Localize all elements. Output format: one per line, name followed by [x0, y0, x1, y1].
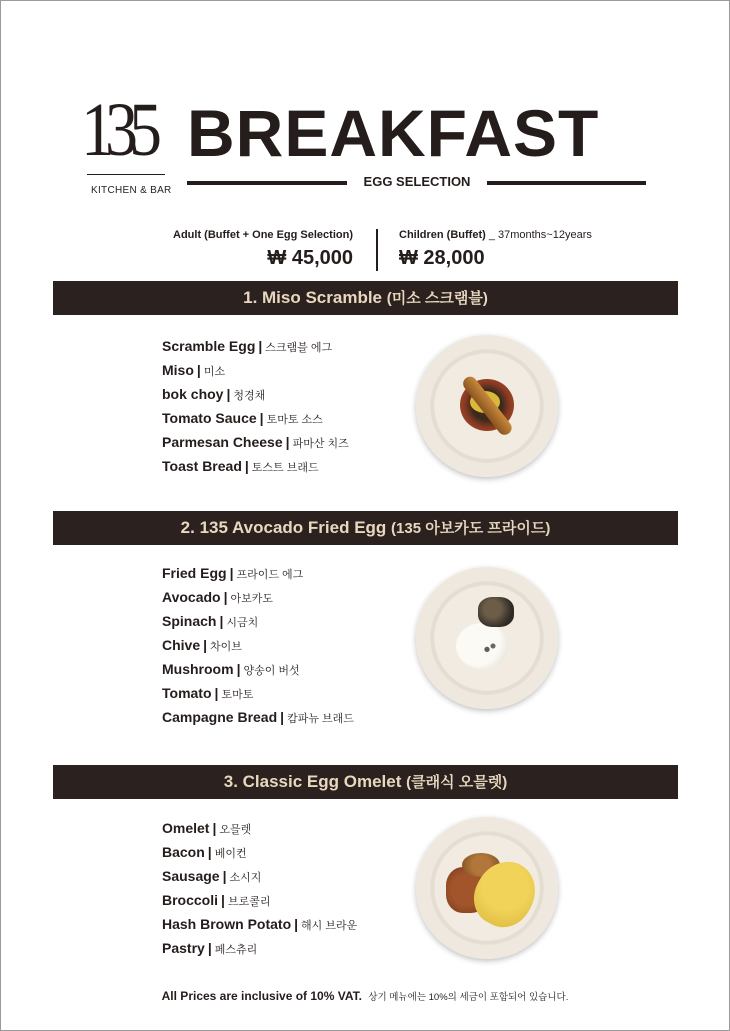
children-price	[399, 229, 592, 270]
list-item	[162, 706, 354, 730]
item-name-kr: 토마토 소스	[266, 414, 323, 426]
section-2-items	[162, 562, 354, 730]
page-subtitle: EGG SELECTION	[363, 174, 471, 189]
list-item	[162, 889, 357, 913]
item-name: Pastry	[162, 940, 205, 956]
item-name-kr: 페스츄리	[214, 944, 258, 956]
section-1-title-kr: (미소 스크램블)	[386, 290, 488, 307]
item-name-kr: 양송이 버섯	[243, 665, 300, 677]
price-divider	[376, 229, 378, 271]
item-separator: |	[223, 589, 228, 605]
item-name-kr: 토마토	[221, 689, 254, 701]
item-separator: |	[294, 916, 299, 932]
children-price-value: ₩ 28,000	[399, 247, 485, 269]
children-price-label-age: _ 37months~12years	[485, 229, 592, 241]
logo-rule	[87, 174, 165, 175]
children-price-label	[399, 229, 592, 241]
item-separator: |	[236, 661, 241, 677]
children-price-label-main: Children (Buffet)	[399, 229, 486, 241]
vat-notice-en: All Prices are inclusive of 10% VAT.	[161, 989, 362, 1003]
item-name-kr: 스크램블 에그	[265, 342, 333, 354]
vat-notice-kr: 상기 메뉴에는 10%의 세금이 포함되어 있습니다.	[368, 992, 569, 1003]
list-item	[162, 682, 354, 706]
item-name: Hash Brown Potato	[162, 916, 292, 932]
item-separator: |	[207, 844, 212, 860]
item-name-kr: 토스트 브래드	[251, 462, 319, 474]
section-3-items	[162, 817, 357, 961]
item-separator: |	[285, 434, 290, 450]
page-title: BREAKFAST	[187, 96, 600, 170]
item-name-kr: 캄파뉴 브래드	[287, 713, 354, 725]
list-item	[162, 658, 354, 682]
list-item	[162, 865, 357, 889]
item-name-kr: 파마산 치즈	[292, 438, 349, 450]
item-name: Parmesan Cheese	[162, 434, 283, 450]
item-name: Omelet	[162, 820, 210, 836]
section-1-items	[162, 335, 349, 479]
item-name-kr: 브로콜리	[227, 896, 271, 908]
item-name: Chive	[162, 637, 201, 653]
section-2-title-kr: (135 아보카도 프라이드)	[391, 520, 551, 537]
item-name-kr: 해시 브라운	[301, 920, 358, 932]
item-separator: |	[214, 685, 219, 701]
item-name: Miso	[162, 362, 194, 378]
list-item	[162, 634, 354, 658]
item-separator: |	[244, 458, 249, 474]
item-separator: |	[229, 565, 234, 581]
logo-number: 135	[81, 88, 153, 173]
list-item	[162, 586, 354, 610]
list-item	[162, 937, 357, 961]
list-item	[162, 455, 349, 479]
list-item	[162, 431, 349, 455]
item-name: Bacon	[162, 844, 205, 860]
item-name: Scramble Egg	[162, 338, 256, 354]
item-name-kr: 베이컨	[214, 848, 247, 860]
section-3-header	[53, 765, 678, 799]
item-name-kr: 차이브	[210, 641, 242, 653]
item-separator: |	[226, 386, 231, 402]
item-separator: |	[203, 637, 208, 653]
item-separator: |	[259, 410, 264, 426]
section-2-title: 2. 135 Avocado Fried Egg	[180, 518, 387, 537]
item-separator: |	[196, 362, 201, 378]
list-item	[162, 610, 354, 634]
section-3-title: 3. Classic Egg Omelet	[223, 772, 402, 791]
item-separator: |	[212, 820, 217, 836]
list-item	[162, 562, 354, 586]
dish-photo-avocado-fried-egg	[416, 567, 558, 709]
item-name-kr: 아보카도	[230, 593, 274, 605]
list-item	[162, 817, 357, 841]
item-name: bok choy	[162, 386, 224, 402]
list-item	[162, 407, 349, 431]
section-1-header	[53, 281, 678, 315]
item-name: Broccoli	[162, 892, 219, 908]
item-name-kr: 소시지	[229, 872, 262, 884]
item-name: Fried Egg	[162, 565, 227, 581]
section-2-header	[53, 511, 678, 545]
list-item	[162, 383, 349, 407]
item-name: Sausage	[162, 868, 220, 884]
item-separator: |	[207, 940, 212, 956]
item-name-kr: 미소	[203, 366, 226, 378]
title-rule-right	[487, 181, 646, 185]
pepper-shape	[478, 629, 508, 663]
logo-subtitle: KITCHEN & BAR	[91, 185, 172, 196]
item-name: Mushroom	[162, 661, 234, 677]
item-name: Avocado	[162, 589, 221, 605]
item-name: Spinach	[162, 613, 217, 629]
section-1-title: 1. Miso Scramble	[243, 288, 383, 307]
item-name-kr: 프라이드 에그	[236, 569, 304, 581]
item-separator: |	[221, 892, 225, 908]
list-item	[162, 359, 349, 383]
dish-photo-classic-omelet	[416, 817, 558, 959]
title-rule-left	[187, 181, 347, 185]
item-name: Campagne Bread	[162, 709, 278, 725]
list-item	[162, 913, 357, 937]
item-name-kr: 오믈렛	[219, 824, 252, 836]
item-separator: |	[222, 868, 227, 884]
brand-logo	[81, 88, 172, 203]
adult-price	[163, 229, 353, 270]
item-name: Tomato Sauce	[162, 410, 257, 426]
item-separator: |	[258, 338, 263, 354]
item-separator: |	[280, 709, 285, 725]
item-separator: |	[219, 613, 224, 629]
dish-photo-miso-scramble	[416, 335, 558, 477]
item-name-kr: 청경채	[233, 390, 266, 402]
item-name: Tomato	[162, 685, 212, 701]
adult-price-label: Adult (Buffet + One Egg Selection)	[173, 229, 353, 241]
item-name-kr: 시금치	[226, 617, 259, 629]
adult-price-value: ₩ 45,000	[267, 247, 353, 269]
list-item	[162, 335, 349, 359]
list-item	[162, 841, 357, 865]
vat-notice	[1, 989, 729, 1003]
mushroom-shape	[478, 597, 514, 627]
item-name: Toast Bread	[162, 458, 242, 474]
section-3-title-kr: (클래식 오믈렛)	[406, 774, 508, 791]
